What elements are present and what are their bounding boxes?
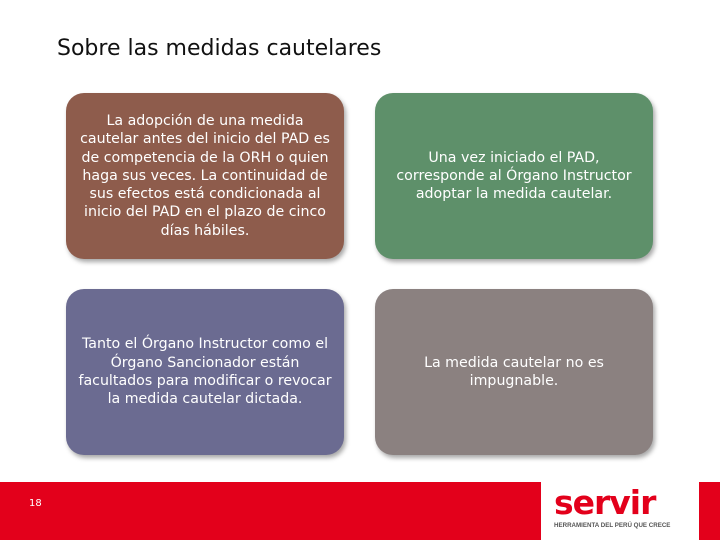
slide-title: Sobre las medidas cautelares: [57, 36, 382, 61]
logo-tagline: HERRAMIENTA DEL PERÚ QUE CRECE: [554, 522, 671, 529]
card-orh-competence: [66, 93, 344, 259]
logo-wordmark: servir: [554, 483, 656, 522]
card-text: La medida cautelar no es impugnable.: [424, 354, 604, 389]
servir-logo: [541, 477, 699, 540]
card-text: Una vez iniciado el PAD, corresponde al Órgano Instructor adoptar la medida cautelar.: [396, 149, 632, 203]
card-text: Tanto el Órgano Instructor como el Órgano Sancionador están facultados para modificar o revocar la medida cautelar dictada.: [78, 336, 332, 408]
card-text: La adopción de una medida cautelar antes del inicio del PAD es de competencia de la ORH o quien haga sus veces. La continuidad de sus efectos está condicionada al inicio del PAD en el plazo de cinco días hábiles.: [80, 112, 330, 239]
card-instructor-adopts: [375, 93, 653, 259]
card-modify-revoke: [66, 289, 344, 455]
card-not-appealable: [375, 289, 653, 455]
page-number: 18: [29, 498, 42, 509]
